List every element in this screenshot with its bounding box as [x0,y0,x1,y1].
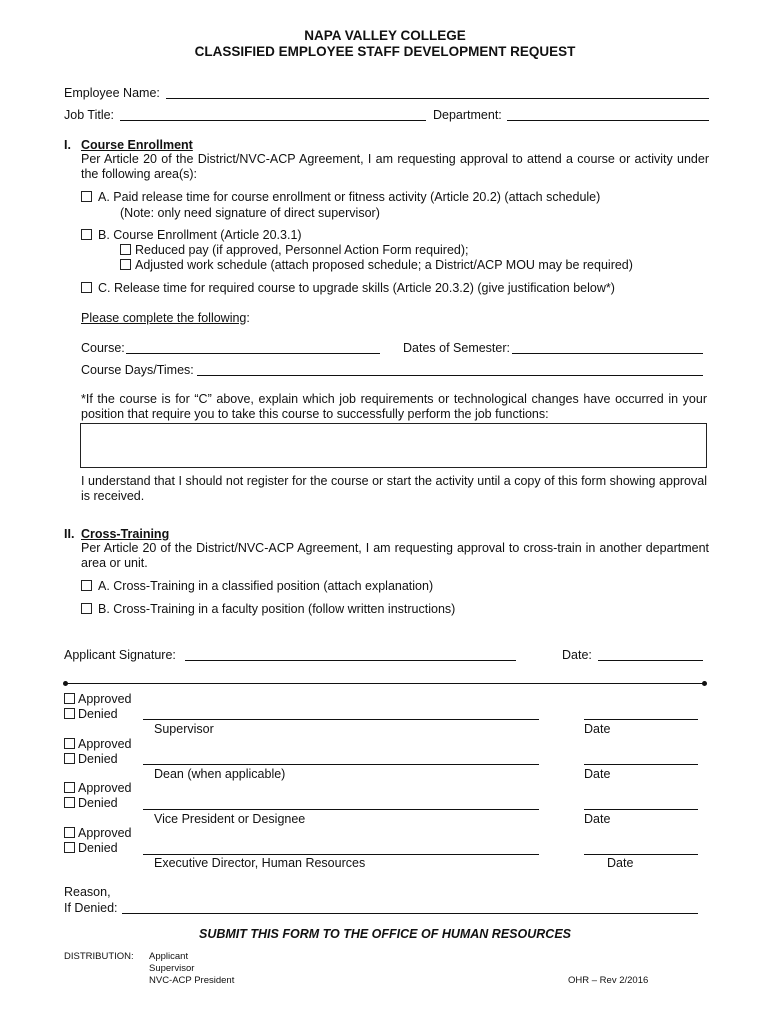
reason-field[interactable] [122,913,698,914]
approval-4-denied [64,841,118,855]
employee-name-field[interactable] [166,98,709,99]
approval-3-denied-checkbox[interactable] [64,797,75,808]
approval-3-date-line[interactable] [584,809,698,810]
signature-date-label: Date: [562,648,592,662]
option-b-row [81,228,302,242]
department-label: Department: [433,108,502,122]
adjusted-schedule-label: Adjusted work schedule (attach proposed schedule; a District/ACP MOU may be required) [135,258,633,272]
department-field[interactable] [507,120,709,121]
approval-1-denied-checkbox[interactable] [64,708,75,719]
reduced-pay-checkbox[interactable] [120,244,131,255]
job-title-label: Job Title: [64,108,115,122]
approval-3-approved [64,781,132,795]
reason-label: Reason, [64,885,111,899]
complete-following-colon: : [246,311,250,325]
employee-name-label: Employee Name: [64,86,160,100]
approval-4-date-label: Date [607,856,634,870]
adjusted-schedule-checkbox[interactable] [120,259,131,270]
if-denied-label: If Denied: [64,901,118,915]
reduced-pay-label: Reduced pay (if approved, Personnel Action Form required); [135,243,469,257]
approval-4-approved-checkbox[interactable] [64,827,75,838]
approval-1-date-line[interactable] [584,719,698,720]
form-title: NAPA VALLEY COLLEGE [304,28,466,43]
section2-numeral: II. [64,527,75,541]
dates-of-semester-field[interactable] [512,353,703,354]
revision-label: OHR – Rev 2/2016 [568,975,649,986]
cross-b-label: B. Cross-Training in a faculty position (follow written instructions) [98,602,456,616]
option-b-checkbox[interactable] [81,229,92,240]
cross-b-checkbox[interactable] [81,603,92,614]
denied-label: Denied [78,796,118,810]
option-c-checkbox[interactable] [81,282,92,293]
option-a-row [81,190,600,204]
approved-label: Approved [78,826,132,840]
approval-3-approved-checkbox[interactable] [64,782,75,793]
approval-2-approved-checkbox[interactable] [64,738,75,749]
approved-label: Approved [78,737,132,751]
justification-textbox[interactable] [80,423,707,468]
course-days-label: Course Days/Times: [81,363,194,377]
understand-statement: I understand that I should not register for the course or start the activity until a copy of this form showing approval is received. [81,474,707,503]
denied-label: Denied [78,707,118,721]
complete-following-text: Please complete the following [81,311,247,325]
section1-intro: Per Article 20 of the District/NVC-ACP Agreement, I am requesting approval to attend a course or activity under the following area(s): [81,152,709,181]
approval-2-denied [64,752,118,766]
section2-intro: Per Article 20 of the District/NVC-ACP Agreement, I am requesting approval to cross-train in another department area or unit. [81,541,709,570]
approval-3-signature-line[interactable] [143,809,539,810]
approval-2-signature-line[interactable] [143,764,539,765]
approval-4-approved [64,826,132,840]
cross-b-row [81,602,455,616]
applicant-signature-field[interactable] [185,660,516,661]
distribution-applicant: Applicant [149,951,189,962]
approval-1-title: Supervisor [154,722,214,736]
denied-label: Denied [78,752,118,766]
job-title-field[interactable] [120,120,426,121]
section2-heading: Cross-Training [81,527,170,541]
approval-4-signature-line[interactable] [143,854,539,855]
approval-1-signature-line[interactable] [143,719,539,720]
form-subtitle: CLASSIFIED EMPLOYEE STAFF DEVELOPMENT REQUEST [194,44,576,59]
justification-prompt: *If the course is for “C” above, explain which job requirements or technological changes have occurred in your position that require you to take this course to successfully perform the job functions: [81,392,707,421]
distribution-president: NVC-ACP President [149,975,235,986]
approval-2-denied-checkbox[interactable] [64,753,75,764]
option-a-label: A. Paid release time for course enrollment or fitness activity (Article 20.2) (attach schedule) [98,190,601,204]
approval-4-denied-checkbox[interactable] [64,842,75,853]
cross-a-row [81,579,433,593]
approval-1-approved [64,692,132,706]
approval-1-approved-checkbox[interactable] [64,693,75,704]
divider-dot-right [702,681,707,686]
signature-date-field[interactable] [598,660,703,661]
option-c-row [81,281,615,295]
option-c-label: C. Release time for required course to upgrade skills (Article 20.3.2) (give justification below*) [98,281,615,295]
distribution-label: DISTRIBUTION: [64,951,134,962]
option-a-note: (Note: only need signature of direct supervisor) [120,206,380,220]
course-label: Course: [81,341,125,355]
approval-2-date-line[interactable] [584,764,698,765]
option-a-checkbox[interactable] [81,191,92,202]
cross-a-label: A. Cross-Training in a classified position (attach explanation) [98,579,434,593]
submit-instruction: SUBMIT THIS FORM TO THE OFFICE OF HUMAN RESOURCES [199,927,571,941]
distribution-supervisor: Supervisor [149,963,195,974]
section1-numeral: I. [64,138,71,152]
approval-4-date-line[interactable] [584,854,698,855]
cross-a-checkbox[interactable] [81,580,92,591]
approval-3-date-label: Date [584,812,611,826]
option-b-sub1-row [120,243,469,257]
complete-following [81,311,250,325]
divider-line [66,683,704,684]
course-field[interactable] [126,353,380,354]
section1-heading: Course Enrollment [81,138,193,152]
approval-2-date-label: Date [584,767,611,781]
approval-4-title: Executive Director, Human Resources [154,856,366,870]
approved-label: Approved [78,692,132,706]
approval-2-approved [64,737,132,751]
course-days-field[interactable] [197,375,703,376]
approval-2-title: Dean (when applicable) [154,767,286,781]
option-b-label: B. Course Enrollment (Article 20.3.1) [98,228,302,242]
denied-label: Denied [78,841,118,855]
option-b-sub2-row [120,258,633,272]
approval-3-title: Vice President or Designee [154,812,306,826]
approval-1-denied [64,707,118,721]
approval-1-date-label: Date [584,722,611,736]
applicant-signature-label: Applicant Signature: [64,648,176,662]
approval-3-denied [64,796,118,810]
dates-of-semester-label: Dates of Semester: [403,341,510,355]
approved-label: Approved [78,781,132,795]
